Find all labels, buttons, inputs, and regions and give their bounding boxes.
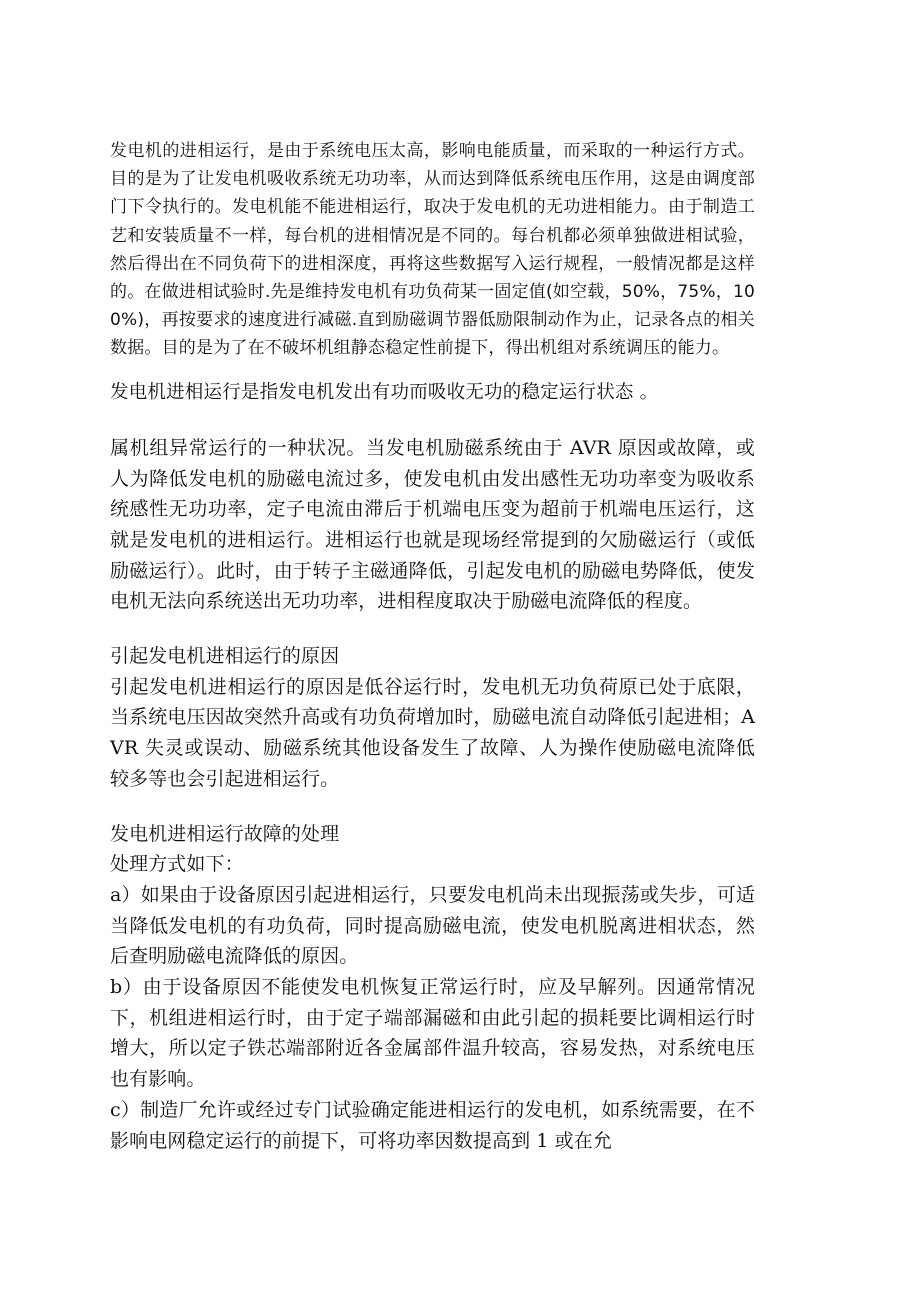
section-heading-handling: 发电机进相运行故障的处理	[110, 822, 340, 845]
handling-item-c: c）制造厂允许或经过专门试验确定能进相运行的发电机，如系统需要，在不影响电网稳定运行的前提下，可将功率因数提高到 1 或在允	[110, 1098, 755, 1152]
paragraph-intro: 发电机的进相运行，是由于系统电压太高，影响电能质量，而采取的一种运行方式。目的是为了让发电机吸收系统无功功率，从而达到降低系统电压作用，这是由调度部门下令执行的。发电机能不能进相运行，取决于发电机的无功进相能力。由于制造工艺和安装质量不一样，每台机的进相情况是不同的。每台机都必须单独做进相试验，然后得出在不同负荷下的进相深度，再将这些数据写入运行规程，一般情况都是这样的。在做进相试验时.先是维持发电机有功负荷某一固定值(如空载，50%，75%，100%)，再按要求的速度进行减磁.直到励磁调节器低励限制动作为止，记录各点的相关数据。目的是为了在不破坏机组静态稳定性前提下，得出机组对系统调压的能力。	[110, 141, 755, 359]
handling-item-a: a）如果由于设备原因引起进相运行，只要发电机尚未出现振荡或失步，可适当降低发电机的有功负荷，同时提高励磁电流，使发电机脱离进相状态，然后查明励磁电流降低的原因。	[110, 883, 755, 968]
handling-item-b: b）由于设备原因不能使发电机恢复正常运行时，应及早解列。因通常情况下，机组进相运行时，由于定子端部漏磁和由此引起的损耗要比调相运行时增大，所以定子铁芯端部附近各金属部件温升较高，容易发热，对系统电压也有影响。	[110, 976, 755, 1091]
handling-intro: 处理方式如下：	[110, 853, 244, 876]
section-heading-causes: 引起发电机进相运行的原因	[110, 645, 340, 668]
paragraph-abnormal-operation: 属机组异常运行的一种状况。当发电机励磁系统由于 AVR 原因或故障，或人为降低发电机的励磁电流过多，使发电机由发出感性无功功率变为吸收系统感性无功功率，定子电流由滞后于机端电压变为超前于机端电压运行，这就是发电机的进相运行。进相运行也就是现场经常提到的欠励磁运行（或低励磁运行）。此时，由于转子主磁通降低，引起发电机的励磁电势降低，使发电机无法向系统送出无功功率，进相程度取决于励磁电流降低的程度。	[110, 436, 755, 613]
paragraph-definition: 发电机进相运行是指发电机发出有功而吸收无功的稳定运行状态 。	[110, 381, 659, 403]
document-page	[110, 137, 755, 1156]
paragraph-causes: 引起发电机进相运行的原因是低谷运行时，发电机无功负荷原已处于底限，当系统电压因故突然升高或有功负荷增加时，励磁电流自动降低引起进相；AVR 失灵或误动、励磁系统其他设备发生了故障、人为操作使励磁电流降低较多等也会引起进相运行。	[110, 675, 755, 790]
